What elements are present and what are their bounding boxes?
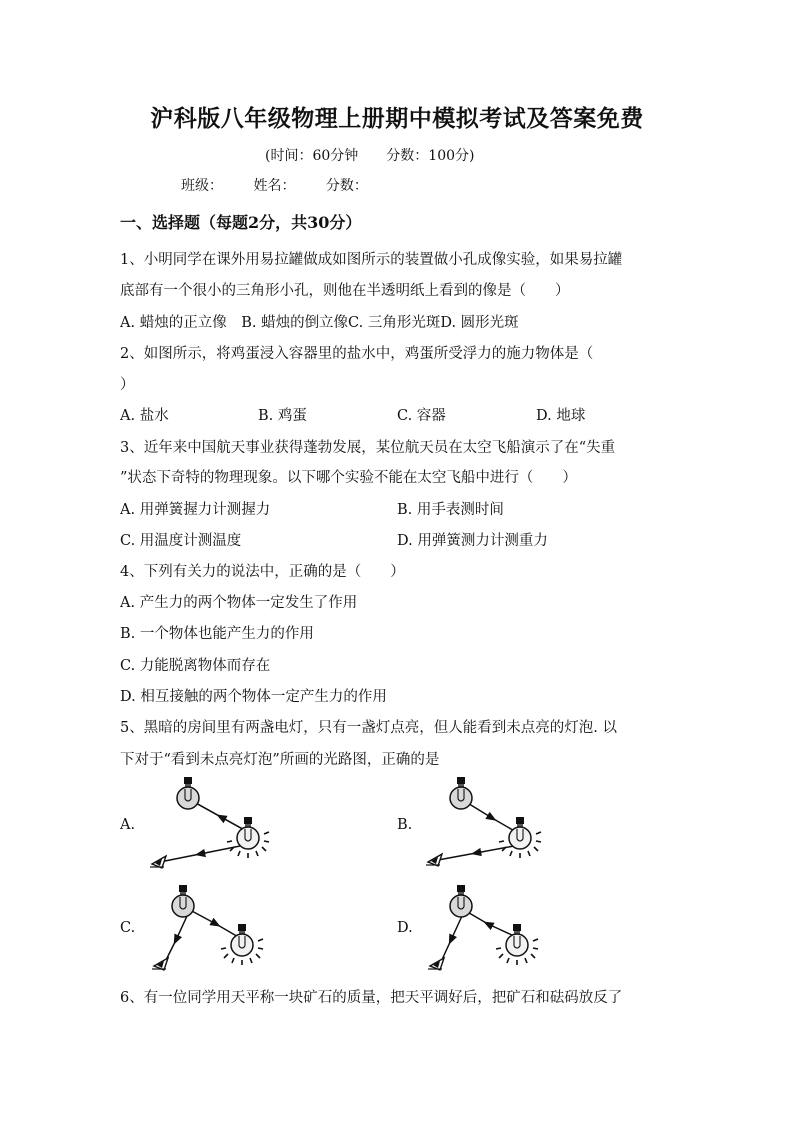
question-3-line-1: 3、近年来中国航天事业获得蓬勃发展，某位航天员在太空飞船演示了在“失重 [120,440,616,456]
light-path-figure-c [140,880,290,980]
question-4-option-c: C. 力能脱离物体而存在 [120,658,271,674]
question-2-option-d: D. 地球 [536,408,586,424]
question-4-option-b: B. 一个物体也能产生力的作用 [120,626,314,642]
question-1-line-1: 1、小明同学在课外用易拉罐做成如图所示的装置做小孔成像实验，如果易拉罐 [120,252,623,268]
question-1-line-2: 底部有一个很小的三角形小孔，则他在半透明纸上看到的像是（ ） [120,283,570,299]
figure-label-b: B. [397,817,413,833]
lit-bulb-icon [499,817,541,858]
question-3-option-d: D. 用弹簧测力计测重力 [397,533,548,549]
light-path-figure-d [418,880,568,980]
section-heading: 一、选择题（每题2分，共30分） [120,213,362,232]
question-2-line-1: 2、如图所示，将鸡蛋浸入容器里的盐水中，鸡蛋所受浮力的施力物体是（ [120,346,594,362]
unlit-bulb-icon [172,885,194,917]
question-2-option-c: C. 容器 [397,408,446,424]
document-title: 沪科版八年级物理上册期中模拟考试及答案免费 [150,105,644,132]
student-info [181,175,394,195]
light-path-figure-b [418,770,568,870]
question-4-option-d: D. 相互接触的两个物体一定产生力的作用 [120,689,387,705]
question-4-line-1: 4、下列有关力的说法中，正确的是（ ） [120,564,405,580]
question-2-option-b: B. 鸡蛋 [258,408,307,424]
eye-icon [428,958,444,970]
question-6-line-1: 6、有一位同学用天平称一块矿石的质量，把天平调好后，把矿石和砝码放反了 [120,990,623,1006]
exam-time: (时间：60分钟 [265,148,359,164]
question-3-option-c: C. 用温度计测温度 [120,533,242,549]
eye-icon [150,856,166,868]
class-label: 班级： [181,178,223,194]
exam-total-score: 分数：100分) [386,148,475,164]
question-5-line-1: 5、黑暗的房间里有两盏电灯，只有一盏灯点亮，但人能看到未点亮的灯泡. 以 [120,720,617,736]
question-4-option-a: A. 产生力的两个物体一定发生了作用 [120,595,358,611]
figure-label-c: C. [120,920,136,936]
question-3-line-2: ”状态下奇特的物理现象。以下哪个实验不能在太空飞船中进行（ ） [120,470,577,486]
question-3-option-b: B. 用手表测时间 [397,502,504,518]
unlit-bulb-icon [450,885,472,917]
figure-label-a: A. [120,817,136,833]
unlit-bulb-icon [450,777,472,809]
name-label: 姓名： [253,178,296,194]
question-5-line-2: 下对于“看到未点亮灯泡”所画的光路图，正确的是 [120,752,440,768]
question-1-options: A. 蜡烛的正立像 B. 蜡烛的倒立像C. 三角形光斑D. 圆形光斑 [120,315,519,331]
eye-icon [152,958,168,970]
score-label: 分数： [325,178,368,194]
eye-icon [426,854,442,866]
exam-info [265,145,502,165]
question-2-option-a: A. 盐水 [120,408,169,424]
question-3-option-a: A. 用弹簧握力计测握力 [120,502,271,518]
question-2-line-2: ） [120,377,135,393]
unlit-bulb-icon [177,777,199,809]
light-path-figure-a [140,770,290,870]
figure-label-d: D. [397,920,413,936]
